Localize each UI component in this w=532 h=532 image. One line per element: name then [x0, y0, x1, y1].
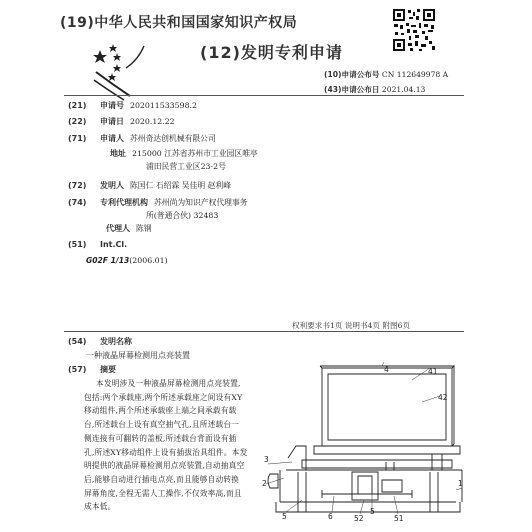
abstract-line: 孔,所述XY移动组件上设有插拔治具组件。本发 — [84, 447, 248, 457]
cnipa-emblem-icon — [86, 38, 156, 108]
abstract-line: 本发明涉及一种液晶屏幕检测用点亮装置, — [96, 379, 241, 388]
invention-title: 一种液晶屏幕检测用点亮装置 — [86, 351, 190, 360]
callout-5a: 5 — [282, 512, 287, 521]
inventors: (72) 发明人 陈国仁 石绍霖 吴佳明 赵利峰 — [68, 181, 231, 190]
publication-number-value: CN 112649978 A — [381, 70, 449, 79]
callout-1: 1 — [458, 479, 463, 488]
address-line-2: 浦田民营工业区23-2号 — [146, 162, 226, 171]
summary-divider — [64, 331, 464, 332]
applicant: (71) 申请人 苏州奇达创机械有限公司 — [68, 134, 216, 143]
agent: 代理人 陈钢 — [106, 224, 152, 233]
qr-code — [392, 8, 436, 52]
callout-51: 51 — [394, 514, 404, 522]
abstract-line: 台,所述载台上设有真空抽气孔,且所述载台一 — [84, 420, 240, 430]
international-classification: (51) Int.Cl. — [68, 240, 128, 249]
invention-title-heading: (54) 发明名称 — [68, 337, 132, 346]
callout-2: 2 — [262, 479, 267, 488]
abstract-line: 后,能够自动进行插电点亮,而且能够自动转换 — [84, 474, 240, 484]
callout-42: 42 — [438, 393, 448, 402]
document-type-label: 发明专利申请 — [240, 43, 343, 62]
abstract-line: 屏幕角度,全程无需人工操作,不仅效率高,而且 — [84, 488, 242, 498]
header-divider — [64, 95, 464, 96]
publication-date: (43)申请公布日 2021.04.13 — [324, 85, 426, 94]
abstract-line: 明提供的液晶屏幕检测用点亮装置,自动抽真空 — [84, 461, 245, 471]
callout-52: 52 — [354, 514, 364, 522]
abstract-line: 成本低。 — [84, 502, 116, 512]
callout-6: 6 — [328, 512, 333, 521]
application-number: (21) 申请号 202011533598.2 — [68, 101, 197, 110]
publication-date-value: 2021.04.13 — [381, 85, 426, 94]
callout-5b: 5 — [370, 507, 375, 516]
invention-drawing — [262, 362, 464, 522]
callout-4: 4 — [384, 365, 389, 374]
ipc-class: G02F 1/13 — [86, 256, 130, 265]
abstract-line: 侧连接有可翻转的盖板,所述载台背面设有插 — [84, 433, 237, 443]
ipc-code — [86, 256, 168, 265]
callout-41: 41 — [428, 367, 438, 376]
office-name: 中华人民共和国国家知识产权局 — [94, 15, 298, 31]
patent-agency: (74) 专利代理机构 苏州尚为知识产权代理事务 — [68, 198, 248, 207]
page-count-summary: 权利要求书1页 说明书4页 附图6页 — [292, 321, 411, 330]
document-type: (12)发明专利申请 — [200, 43, 343, 62]
patent-agency-line-2: 所(普通合伙) 32483 — [146, 211, 219, 220]
office-header: (19)中华人民共和国国家知识产权局 — [60, 15, 298, 31]
abstract-heading: (57) 摘要 — [68, 365, 116, 374]
abstract-line: 包括:两个承载座,两个所述承载座之间设有XY — [84, 392, 243, 402]
publication-number: (10)申请公布号 CN 112649978 A — [324, 70, 449, 79]
callout-3: 3 — [264, 455, 269, 464]
application-date: (22) 申请日 2020.12.22 — [68, 117, 175, 126]
ipc-date: (2006.01) — [129, 256, 168, 265]
address: 地址 215000 江苏省苏州市工业园区唯亭 — [110, 149, 258, 158]
abstract-line: 移动组件,两个所述承载座上端之间承载有载 — [84, 406, 237, 416]
